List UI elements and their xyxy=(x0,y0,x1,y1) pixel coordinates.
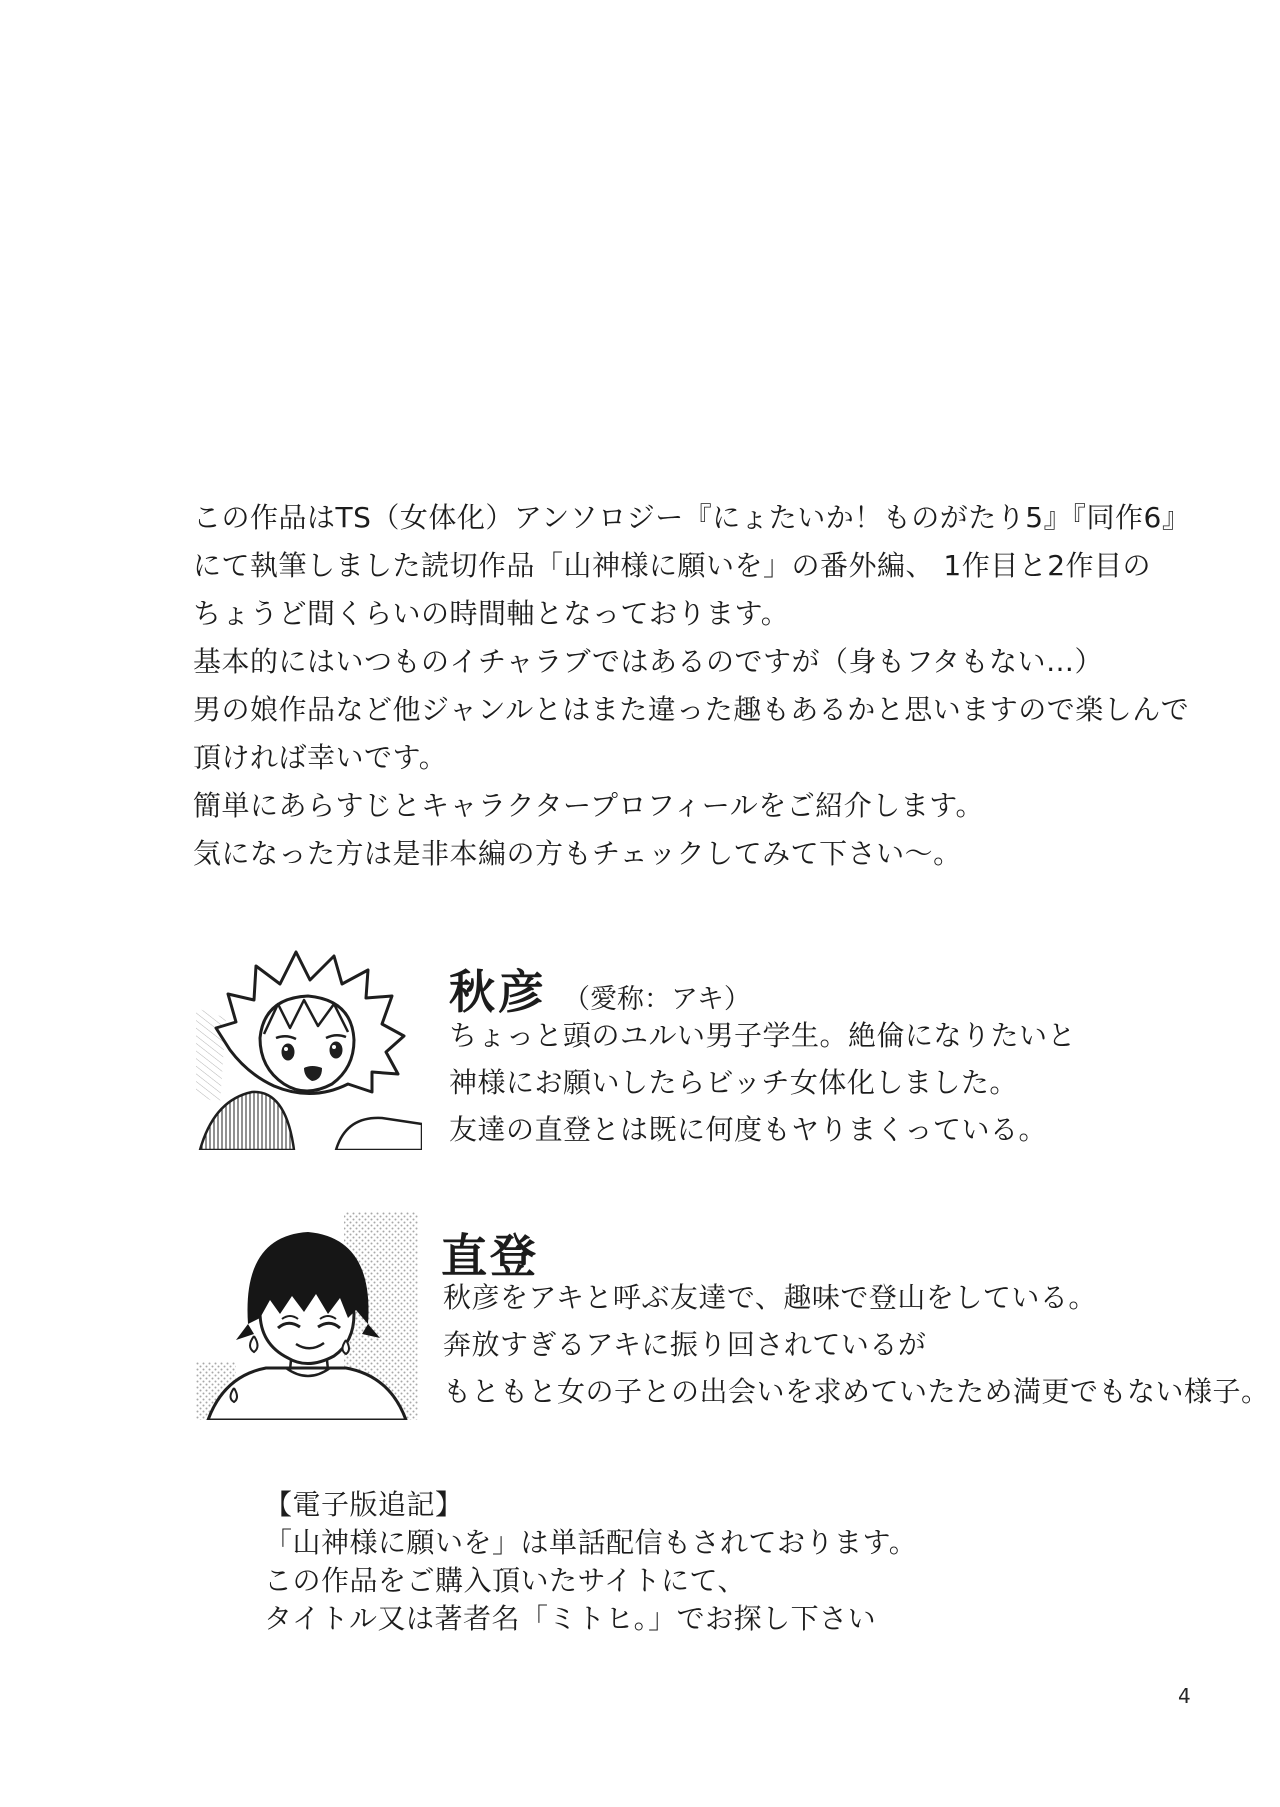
intro-line: この作品はTS（女体化）アンソロジー『にょたいか！ものがたり5』『同作6』 xyxy=(193,501,1191,534)
intro-line: 基本的にはいつものイチャラブではあるのですが（身もフタもない…） xyxy=(193,645,1104,678)
page-number: 4 xyxy=(1178,1684,1191,1708)
intro-line: 簡単にあらすじとキャラクタープロフィールをご紹介します。 xyxy=(193,789,985,822)
akihiko-name: 秋彦 xyxy=(449,965,547,1019)
intro-line: 男の娘作品など他ジャンルとはまた違った趣もあるかと思いますので楽しんで xyxy=(193,693,1190,726)
akihiko-description xyxy=(449,1012,1076,1153)
naoto-description-line: 奔放すぎるアキに振り回されているが xyxy=(443,1328,927,1361)
naoto-name: 直登 xyxy=(441,1229,539,1283)
intro-paragraph xyxy=(193,494,1190,878)
naoto-portrait-image xyxy=(196,1212,418,1420)
akihiko-portrait-image xyxy=(196,944,422,1150)
digital-note-line: この作品をご購入頂いたサイトにて、 xyxy=(264,1564,746,1597)
akihiko-description-line: 神様にお願いしたらビッチ女体化しました。 xyxy=(449,1066,1018,1099)
intro-line: 気になった方は是非本編の方もチェックしてみて下さい～。 xyxy=(193,837,962,870)
intro-line: 頂ければ幸いです。 xyxy=(193,741,448,774)
digital-note-line: タイトル又は著者名「ミトヒ。」でお探し下さい xyxy=(264,1602,877,1635)
digital-note-line: 「山神様に願いを」は単話配信もされております。 xyxy=(264,1526,918,1559)
naoto-description-line: 秋彦をアキと呼ぶ友達で、趣味で登山をしている。 xyxy=(443,1281,1097,1314)
naoto-description-line: もともと女の子との出会いを求めていたため満更でもない様子。 xyxy=(443,1375,1270,1408)
akihiko-description-line: 友達の直登とは既に何度もヤりまくっている。 xyxy=(449,1113,1047,1146)
intro-line: ちょうど間くらいの時間軸となっております。 xyxy=(193,597,790,630)
digital-edition-note xyxy=(264,1486,917,1638)
akihiko-portrait xyxy=(196,944,422,1150)
naoto-description xyxy=(443,1274,1270,1415)
akihiko-description-line: ちょっと頭のユルい男子学生。絶倫になりたいと xyxy=(449,1019,1077,1052)
naoto-portrait xyxy=(196,1212,418,1420)
digital-note-heading: 【電子版追記】 xyxy=(264,1488,464,1521)
akihiko-nickname: （愛称：アキ） xyxy=(563,984,751,1015)
intro-line: にて執筆しました読切作品「山神様に願いを」の番外編、 1作目と2作目の xyxy=(193,549,1152,582)
